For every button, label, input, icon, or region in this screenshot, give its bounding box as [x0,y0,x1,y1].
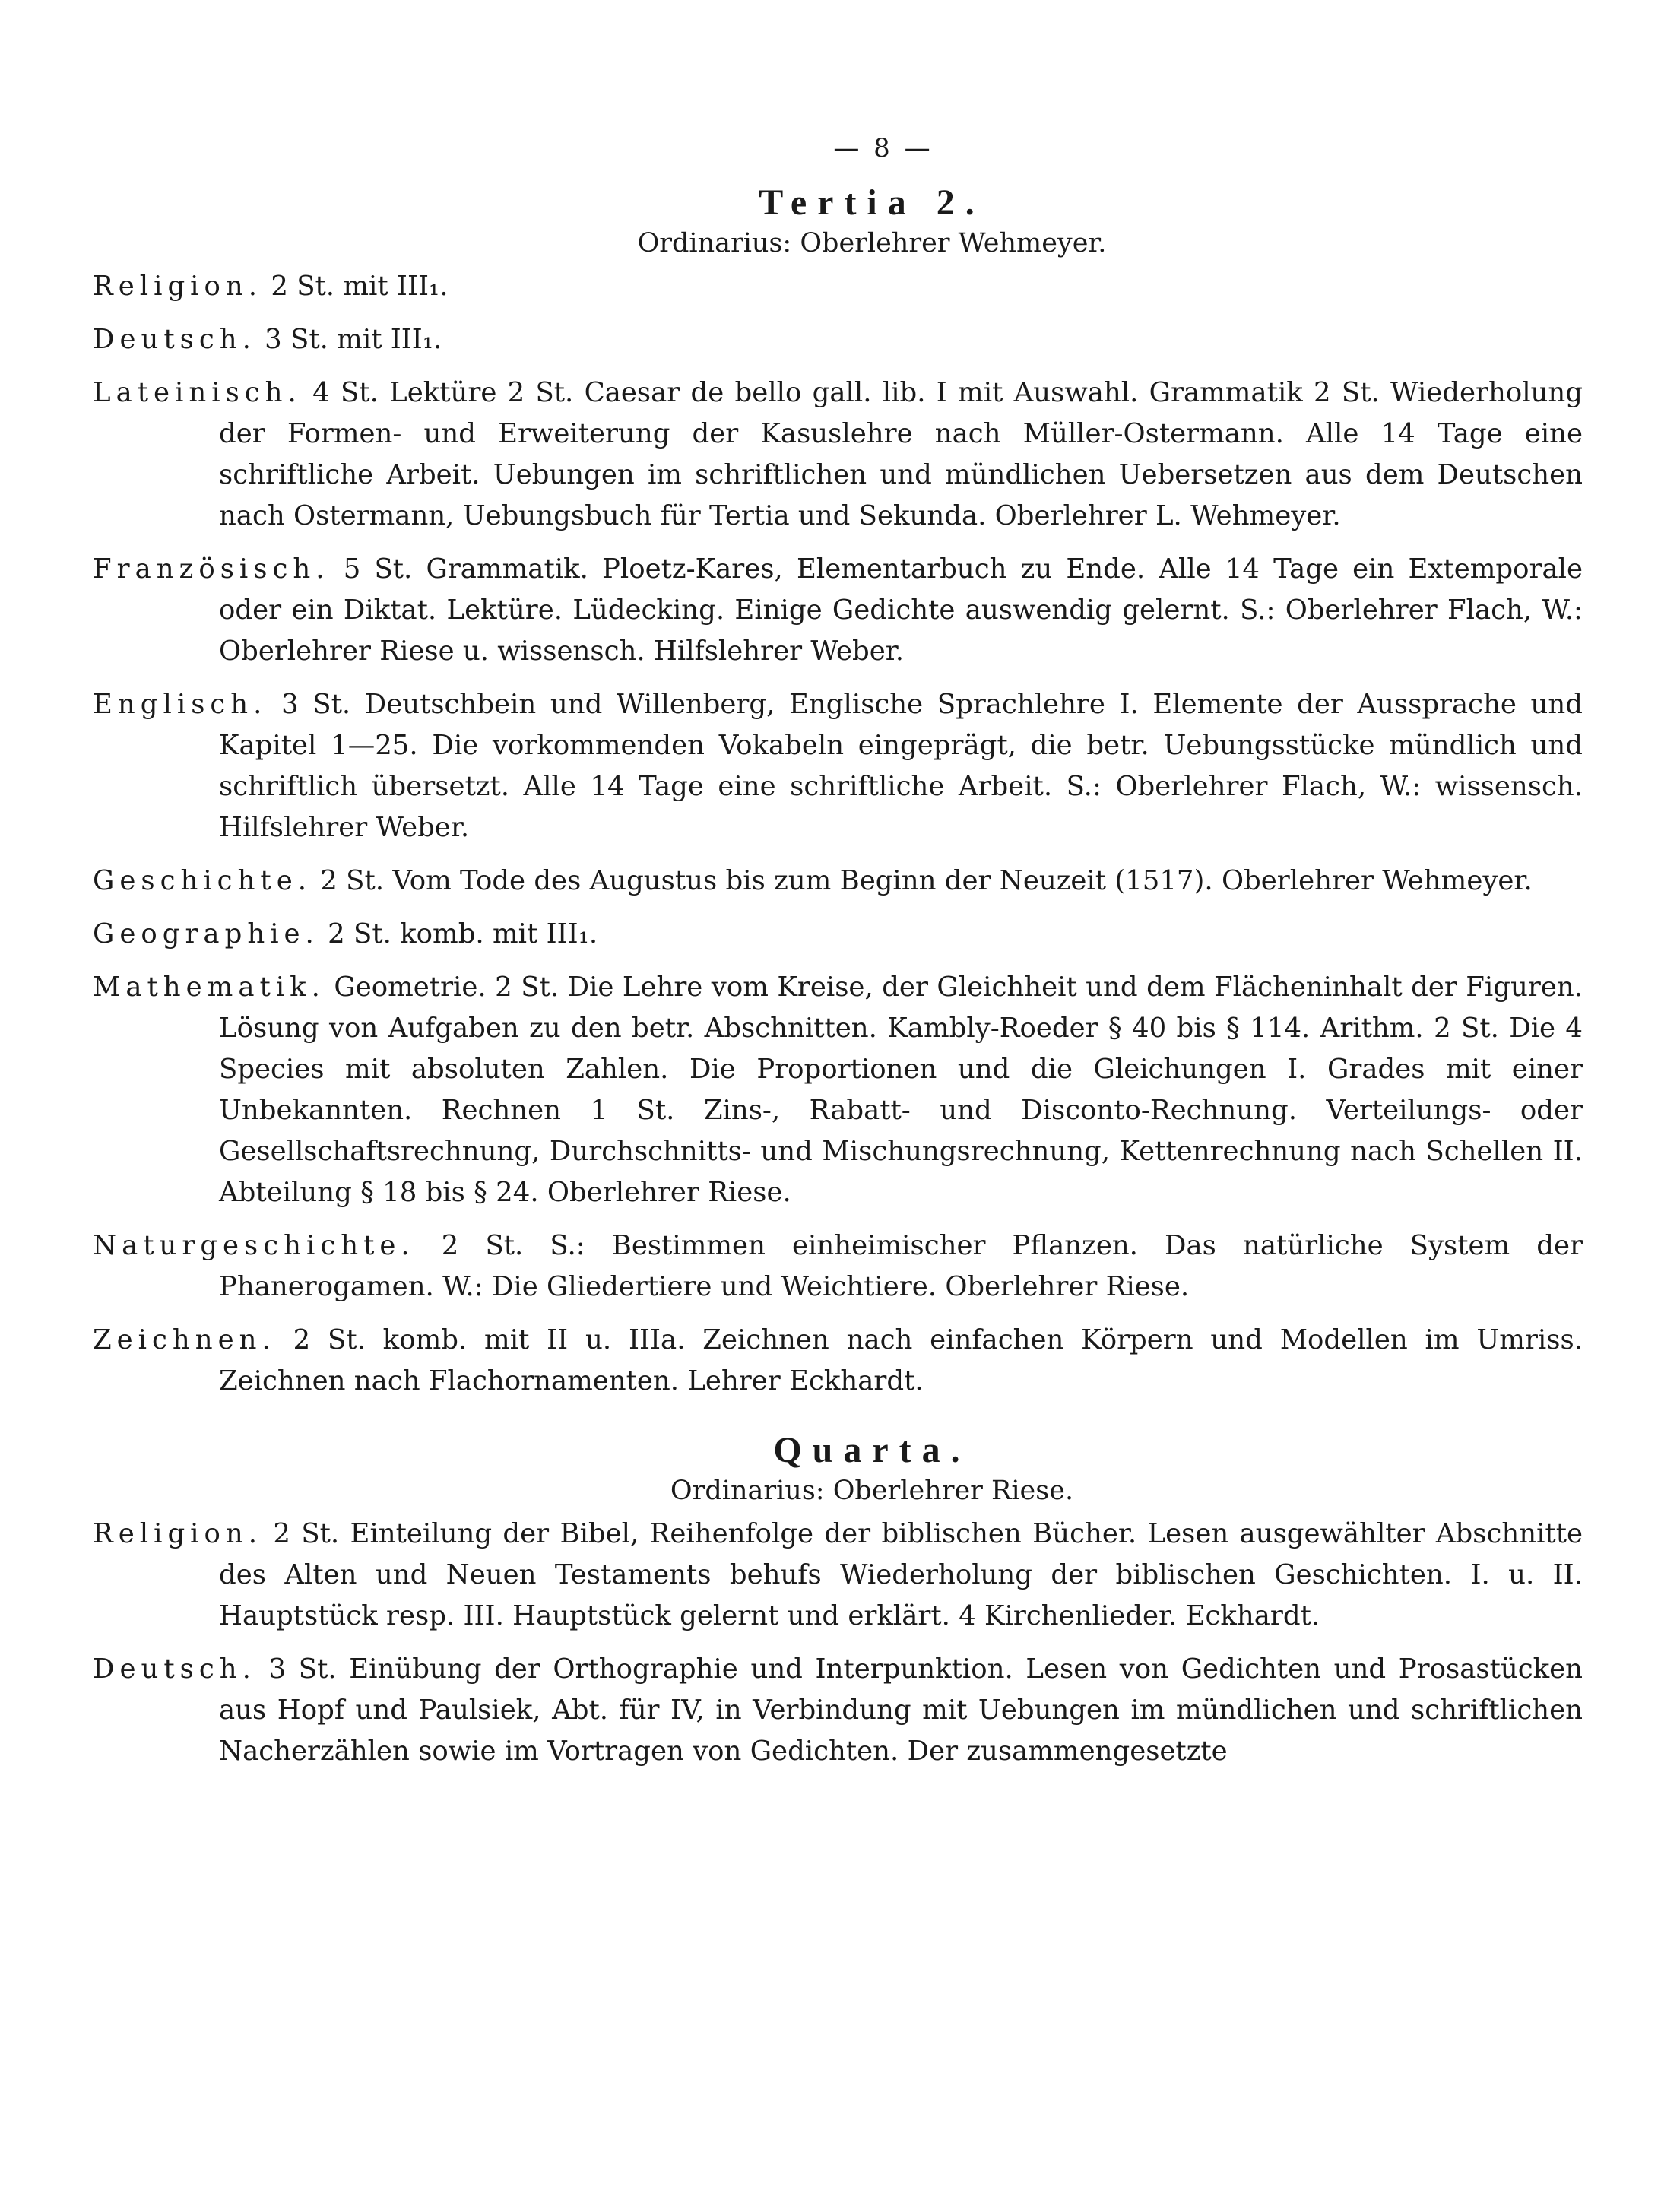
subject-name: Englisch. [93,689,268,720]
subject-entry [93,967,1583,1213]
subject-text: 3 St. Deutschbein und Willenberg, Englische Sprachlehre I. Elemente der Aussprache und Kapitel 1—25. Die vorkommenden Vokabeln eingeprägt, die betr. Uebungsstücke mündlich und schriftlich übersetzt. Alle 14 Tage eine schriftliche Arbeit. S.: Oberlehrer Flach, W.: wissensch. Hilfslehrer Weber. [219,689,1583,843]
subject-text: 2 St. komb. mit III₁. [328,918,598,950]
subject-text: 2 St. S.: Bestimmen einheimischer Pflanzen. Das natürliche System der Phanerogamen. W.: Die Gliedertiere und Weichtiere. Oberlehrer Riese. [219,1230,1583,1302]
document-page [93,133,1583,1784]
subject-name: Religion. [93,1518,263,1549]
subject-text: 2 St. Vom Tode des Augustus bis zum Beginn der Neuzeit (1517). Oberlehrer Wehmeyer. [320,865,1533,896]
subject-entry [93,1649,1583,1772]
subject-entry [93,1514,1583,1637]
subject-text: 2 St. komb. mit II u. IIIa. Zeichnen nach einfachen Körpern und Modellen im Umriss. Zeichnen nach Flachornamenten. Lehrer Eckhardt. [219,1324,1583,1397]
page-number: — 8 — [833,133,934,163]
subject-text: 4 St. Lektüre 2 St. Caesar de bello gall. lib. I mit Auswahl. Grammatik 2 St. Wiederholung der Formen- und Erweiterung der Kasuslehre nach Müller-Ostermann. Alle 14 Tage eine schriftliche Arbeit. Uebungen im schriftlichen und mündlichen Uebersetzen aus dem Deutschen nach Ostermann, Uebungsbuch für Tertia und Sekunda. Oberlehrer L. Wehmeyer. [219,377,1583,531]
section-quarta [93,1429,1583,1772]
subject-name: Französisch. [93,553,330,585]
subject-entry [93,914,1583,955]
subject-name: Naturgeschichte. [93,1230,415,1261]
subject-entry [93,1320,1583,1402]
subject-entry [93,549,1583,672]
ordinarius-name: Oberlehrer Wehmeyer. [800,228,1107,258]
subject-text: 2 St. mit III₁. [271,271,449,302]
section-title-tertia: Tertia 2. [759,182,985,223]
subject-name: Mathematik. [93,972,325,1003]
section-title-quarta: Quarta. [773,1430,971,1470]
section-tertia [93,182,1583,1402]
ordinarius-tertia [93,228,1583,258]
subject-entry [93,373,1583,537]
ordinarius-quarta [93,1476,1583,1506]
subject-text: 3 St. mit III₁. [265,324,442,355]
subject-entry [93,319,1583,360]
ordinarius-label: Ordinarius: [637,228,792,258]
subject-name: Geographie. [93,918,319,950]
subject-name: Deutsch. [93,1653,256,1685]
subject-name: Zeichnen. [93,1324,276,1355]
ordinarius-name: Oberlehrer Riese. [832,1476,1074,1506]
subject-entry [93,1225,1583,1308]
subject-entry [93,684,1583,848]
subject-name: Geschichte. [93,865,312,896]
subject-text: 2 St. Einteilung der Bibel, Reihenfolge der biblischen Bücher. Lesen ausgewählter Abschnitte des Alten und Neuen Testaments behufs Wiederholung der biblischen Geschichten. I. u. II. Hauptstück resp. III. Hauptstück gelernt und erklärt. 4 Kirchenlieder. Eckhardt. [219,1518,1583,1631]
subject-entry [93,266,1583,307]
subject-text: 5 St. Grammatik. Ploetz-Kares, Elementarbuch zu Ende. Alle 14 Tage ein Extemporale oder ein Diktat. Lektüre. Lüdecking. Einige Gedichte auswendig gelernt. S.: Oberlehrer Flach, W.: Oberlehrer Riese u. wissensch. Hilfslehrer Weber. [219,553,1583,667]
subject-text: 3 St. Einübung der Orthographie und Interpunktion. Lesen von Gedichten und Prosastücken aus Hopf und Paulsiek, Abt. für IV, in Verbindung mit Uebungen im mündlichen und schriftlichen Nacherzählen sowie im Vortragen von Gedichten. Der zusammengesetzte [219,1653,1583,1767]
ordinarius-label: Ordinarius: [670,1476,825,1506]
subject-name: Deutsch. [93,324,256,355]
subject-name: Religion. [93,271,263,302]
subject-text: Geometrie. 2 St. Die Lehre vom Kreise, der Gleichheit und dem Flächeninhalt der Figuren. Lösung von Aufgaben zu den betr. Abschnitten. Kambly-Roeder § 40 bis § 114. Arithm. 2 St. Die 4 Species mit absoluten Zahlen. Die Proportionen und die Gleichungen I. Grades mit einer Unbekannten. Rechnen 1 St. Zins-, Rabatt- und Disconto-Rechnung. Verteilungs- oder Gesellschaftsrechnung, Durchschnitts- und Mischungsrechnung, Kettenrechnung nach Schellen II. Abteilung § 18 bis § 24. Oberlehrer Riese. [219,972,1583,1208]
subject-name: Lateinisch. [93,377,302,408]
subject-entry [93,861,1583,902]
